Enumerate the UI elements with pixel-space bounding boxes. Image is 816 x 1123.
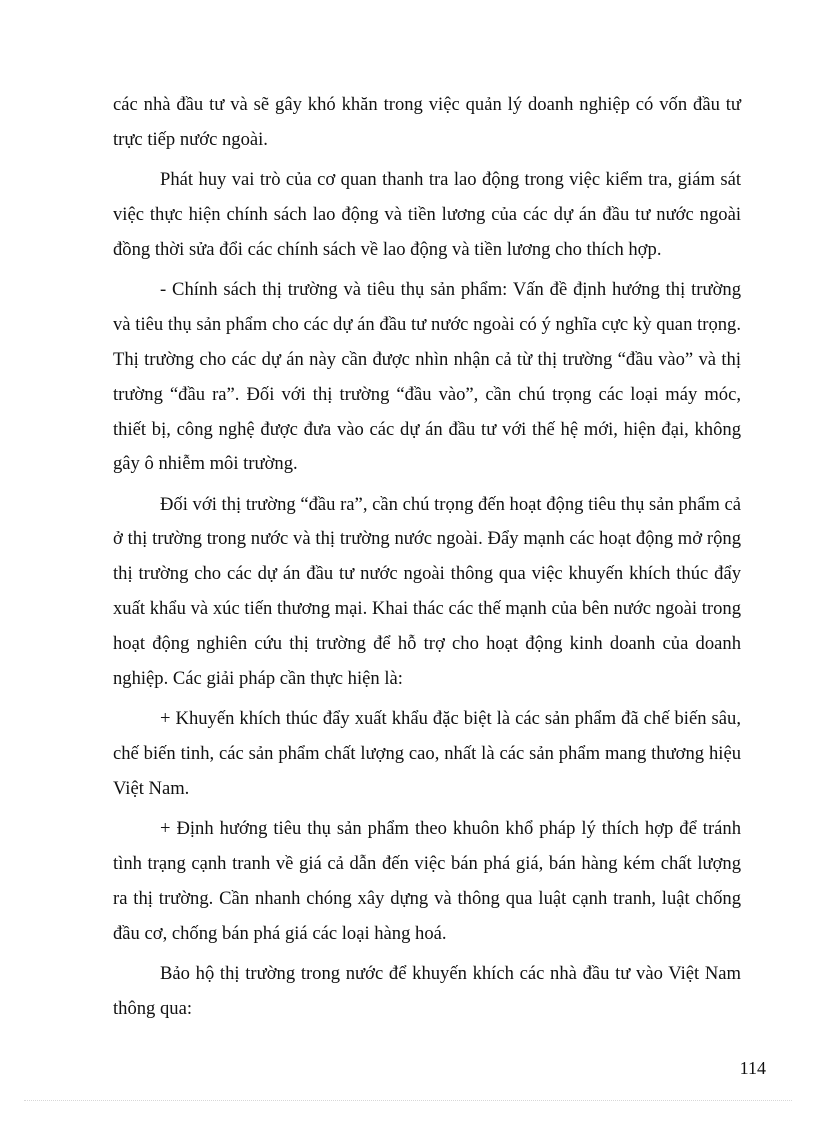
paragraph-export-promotion: + Khuyến khích thúc đẩy xuất khẩu đặc biệt là các sản phẩm đã chế biến sâu, chế biến tinh, các sản phẩm chất lượng cao, nhất là các sản phẩm mang thương hiệu Việt Nam. (113, 708, 741, 799)
paragraph-labor-inspection: Phát huy vai trò của cơ quan thanh tra lao động trong việc kiểm tra, giám sát việc thực hiện chính sách lao động và tiền lương của các dự án đầu tư nước ngoài đồng thời sửa đổi các chính sách về lao động và tiền lương cho thích hợp. (113, 169, 741, 260)
page-number: 114 (739, 1058, 766, 1078)
paragraph-domestic-protection: Bảo hộ thị trường trong nước để khuyến khích các nhà đầu tư vào Việt Nam thông qua: (113, 962, 741, 1019)
paragraph-continuation: các nhà đầu tư và sẽ gây khó khăn trong việc quản lý doanh nghiệp có vốn đầu tư trực tiếp nước ngoài. (113, 94, 741, 150)
paragraph-market-policy: - Chính sách thị trường và tiêu thụ sản phẩm: Vấn đề định hướng thị trường và tiêu thụ sản phẩm cho các dự án đầu tư nước ngoài có ý nghĩa cực kỳ quan trọng. Thị trường cho các dự án này cần được nhìn nhận cả từ thị trường “đầu vào” và thị trường “đầu ra”. Đối với thị trường “đầu vào”, cần chú trọng các loại máy móc, thiết bị, công nghệ được đưa vào các dự án đầu tư với thế hệ mới, hiện đại, không gây ô nhiễm môi trường. (113, 278, 741, 475)
paragraph-output-market: Đối với thị trường “đầu ra”, cần chú trọng đến hoạt động tiêu thụ sản phẩm cả ở thị trường trong nước và thị trường nước ngoài. Đẩy mạnh các hoạt động mở rộng thị trường cho các dự án đầu tư nước ngoài thông qua việc khuyến khích thúc đẩy xuất khẩu và xúc tiến thương mại. Khai thác các thế mạnh của bên nước ngoài trong hoạt động nghiên cứu thị trường để hỗ trợ cho hoạt động kinh doanh của doanh nghiệp. Các giải pháp cần thực hiện là: (113, 493, 741, 690)
footer-divider (24, 1100, 792, 1101)
paragraph-consumption-orientation: + Định hướng tiêu thụ sản phẩm theo khuôn khổ pháp lý thích hợp để tránh tình trạng cạnh tranh về giá cả dẫn đến việc bán phá giá, bán hàng kém chất lượng ra thị trường. Cần nhanh chóng xây dựng và thông qua luật cạnh tranh, luật chống đầu cơ, chống bán phá giá các loại hàng hoá. (113, 818, 741, 944)
body-text (113, 88, 741, 1032)
